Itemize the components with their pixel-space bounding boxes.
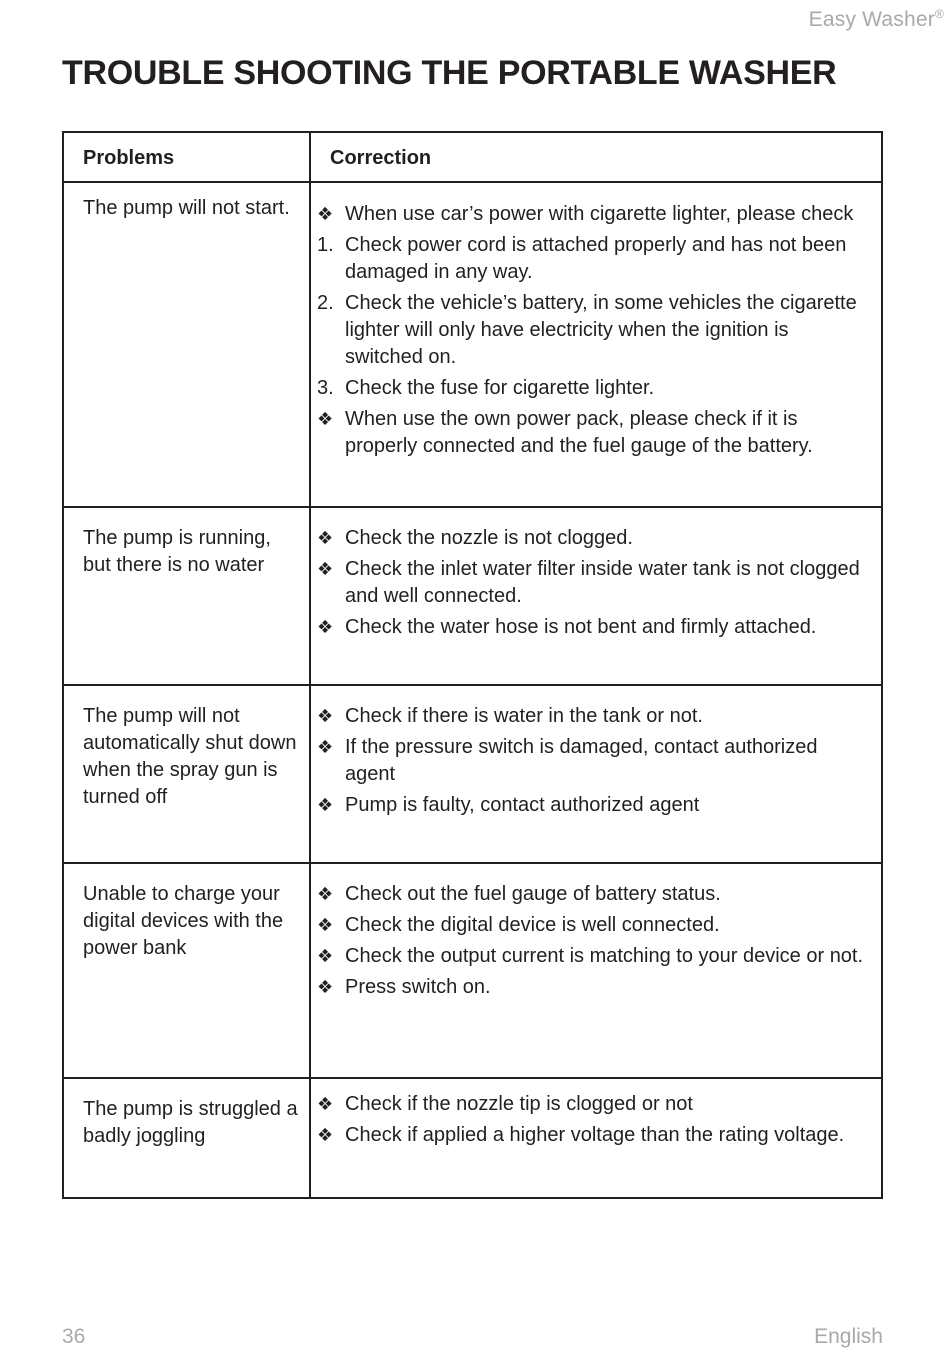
correction-cell [310, 863, 882, 1078]
problem-cell [63, 507, 310, 685]
problem-text: The pump is struggled a badly joggling [83, 1098, 298, 1147]
list-number: 1. [317, 234, 334, 256]
diamond-bullet-icon: ❖ [317, 946, 334, 966]
problem-cell [63, 182, 310, 507]
brand-header [809, 8, 944, 32]
correction-cell [310, 1078, 882, 1198]
correction-cell [310, 685, 882, 863]
page-title: TROUBLE SHOOTING THE PORTABLE WASHER [62, 54, 837, 92]
diamond-bullet-icon: ❖ [317, 409, 334, 429]
diamond-bullet-icon: ❖ [317, 528, 334, 548]
table-row [63, 685, 882, 863]
list-item: ❖ Check the water hose is not bent and firmly attached. [317, 614, 871, 641]
correction-cell [310, 182, 882, 507]
table-header-row [63, 132, 882, 182]
diamond-bullet-icon: ❖ [317, 204, 334, 224]
diamond-bullet-icon: ❖ [317, 559, 334, 579]
list-item: ❖ Check if the nozzle tip is clogged or not [317, 1091, 871, 1118]
correction-cell [310, 507, 882, 685]
table-row [63, 182, 882, 507]
problem-text: The pump will not automatically shut down when the spray gun is turned off [83, 705, 297, 808]
diamond-bullet-icon: ❖ [317, 915, 334, 935]
troubleshooting-table [62, 131, 883, 1199]
problem-cell [63, 1078, 310, 1198]
list-item: ❖ Check if applied a higher voltage than the rating voltage. [317, 1122, 871, 1149]
column-header-correction: Correction [310, 132, 882, 182]
table-row [63, 863, 882, 1078]
list-item: ❖ When use car’s power with cigarette lighter, please check [317, 201, 871, 228]
table-row [63, 1078, 882, 1198]
problem-text: Unable to charge your digital devices with the power bank [83, 883, 284, 959]
page-number: 36 [62, 1325, 86, 1348]
list-item: 1. Check power cord is attached properly and has not been damaged in any way. [317, 232, 871, 286]
brand-name: Easy Washer [808, 8, 935, 31]
list-item: ❖ When use the own power pack, please check if it is properly connected and the fuel gauge of the battery. [317, 406, 871, 460]
list-item: ❖ Check if there is water in the tank or not. [317, 703, 871, 730]
list-item: ❖ Check the digital device is well connected. [317, 912, 871, 939]
diamond-bullet-icon: ❖ [317, 1094, 334, 1114]
list-item: ❖ Check the nozzle is not clogged. [317, 525, 871, 552]
diamond-bullet-icon: ❖ [317, 617, 334, 637]
list-item: ❖ Check the output current is matching to your device or not. [317, 943, 871, 970]
problem-cell [63, 863, 310, 1078]
list-item: 3. Check the fuse for cigarette lighter. [317, 375, 871, 402]
footer-language: English [814, 1325, 883, 1348]
list-item: 2. Check the vehicle’s battery, in some vehicles the cigarette lighter will only have electricity when the ignition is switched on. [317, 290, 871, 371]
list-item: ❖ If the pressure switch is damaged, contact authorized agent [317, 734, 871, 788]
list-number: 2. [317, 292, 334, 314]
diamond-bullet-icon: ❖ [317, 706, 334, 726]
list-number: 3. [317, 377, 334, 399]
diamond-bullet-icon: ❖ [317, 884, 334, 904]
registered-mark: ® [934, 7, 944, 21]
problem-text: The pump is running, but there is no water [83, 527, 271, 576]
list-item: ❖ Pump is faulty, contact authorized agent [317, 792, 871, 819]
diamond-bullet-icon: ❖ [317, 977, 334, 997]
diamond-bullet-icon: ❖ [317, 795, 334, 815]
list-item: ❖ Check out the fuel gauge of battery status. [317, 881, 871, 908]
list-item: ❖ Check the inlet water filter inside water tank is not clogged and well connected. [317, 556, 871, 610]
table-row [63, 507, 882, 685]
problem-cell [63, 685, 310, 863]
column-header-problems: Problems [63, 132, 310, 182]
list-item: ❖ Press switch on. [317, 974, 871, 1001]
diamond-bullet-icon: ❖ [317, 737, 334, 757]
diamond-bullet-icon: ❖ [317, 1125, 334, 1145]
problem-text: The pump will not start. [83, 197, 290, 219]
